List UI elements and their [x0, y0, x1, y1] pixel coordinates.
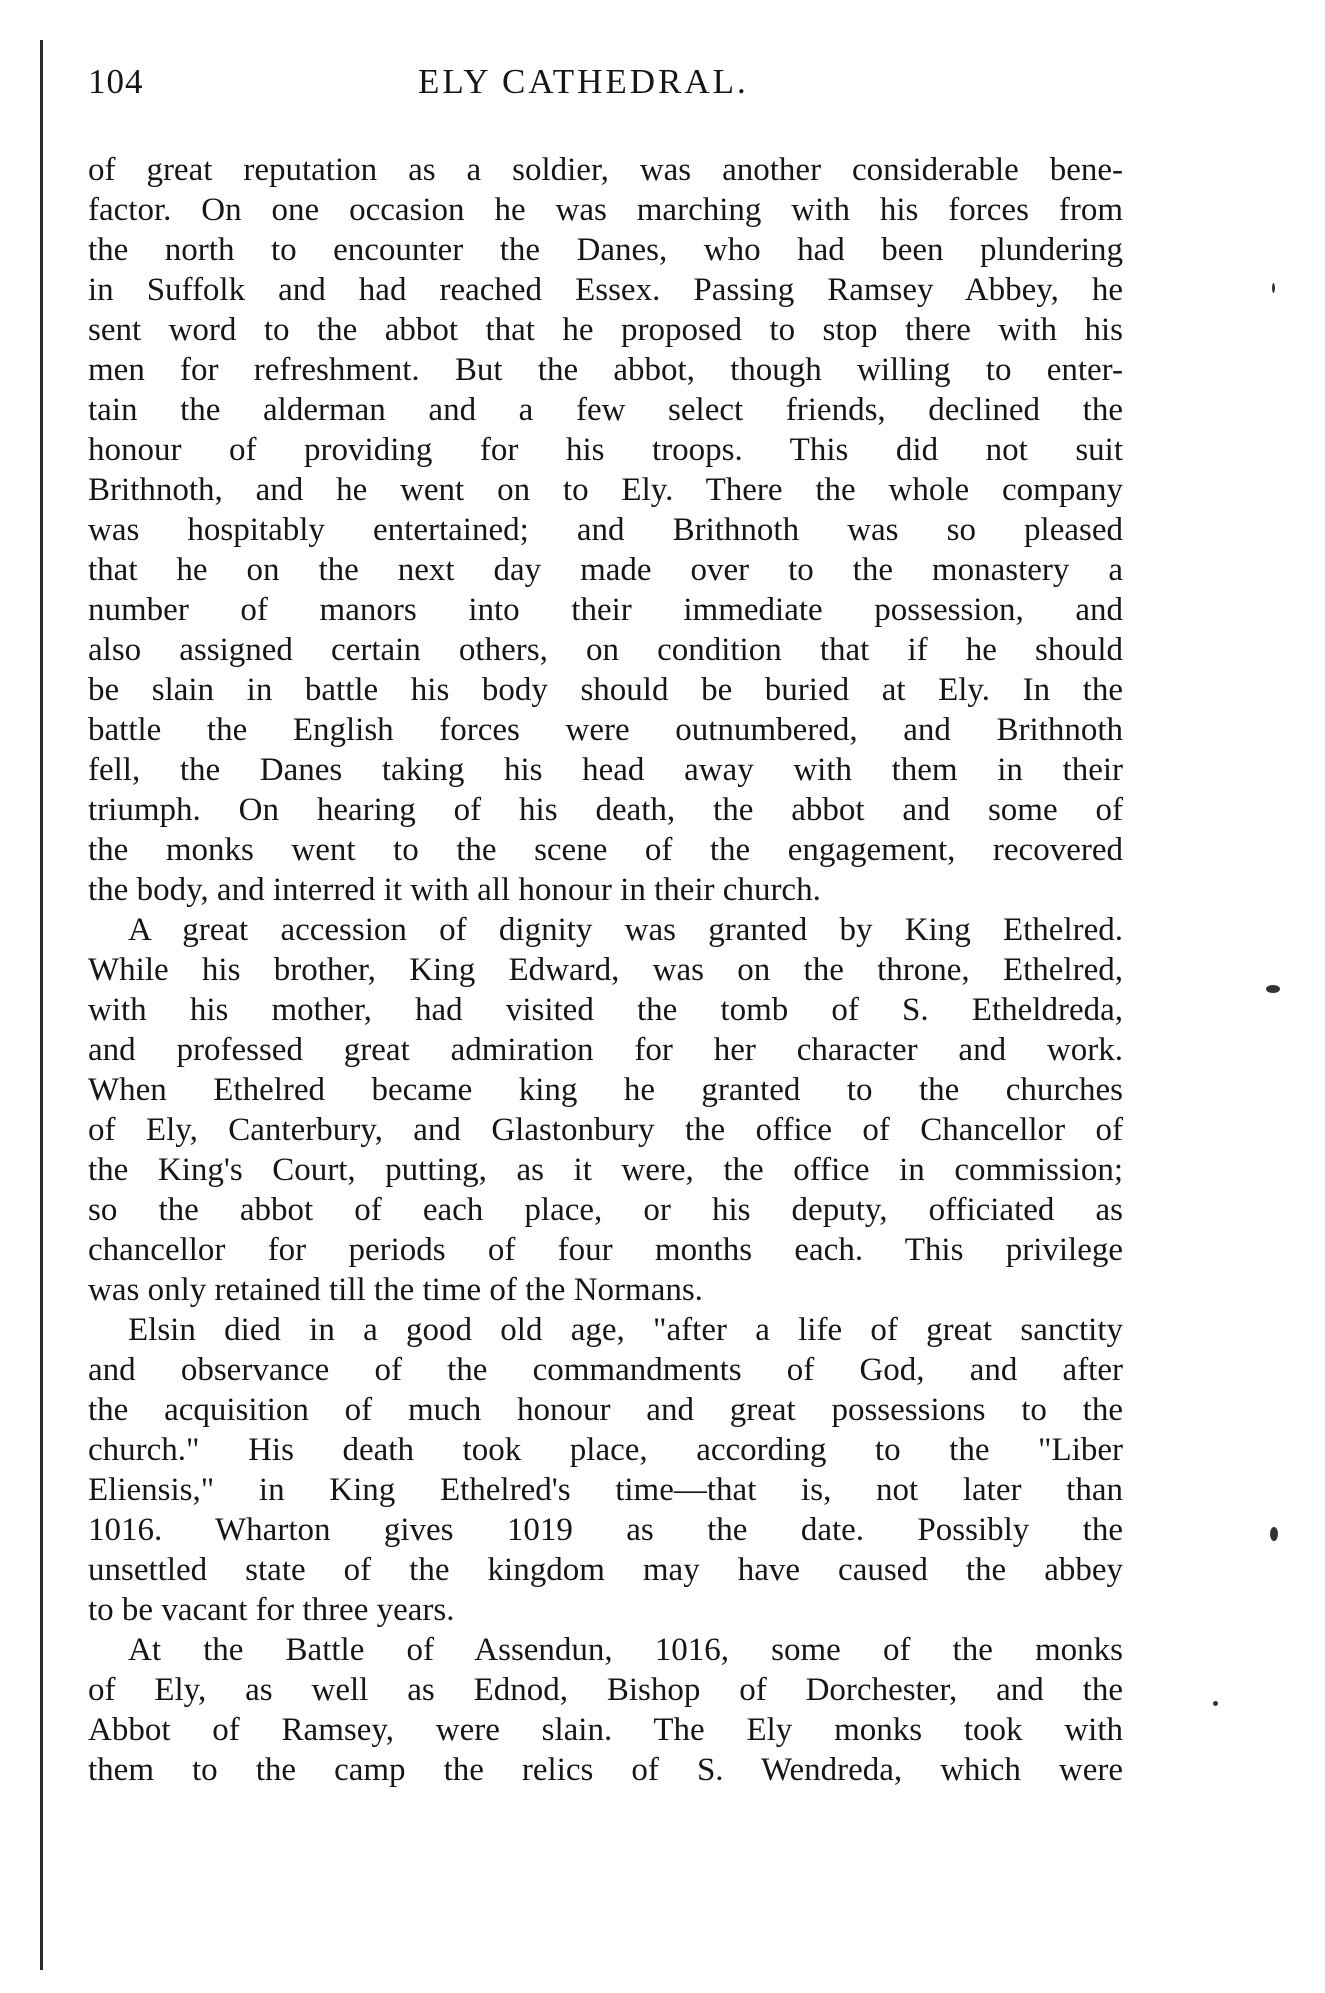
text-line: 1016. Wharton gives 1019 as the date. Possibly the	[88, 1512, 1123, 1548]
text-line: the acquisition of much honour and great possessions to the	[88, 1392, 1123, 1428]
paragraph-1	[88, 150, 1123, 910]
text-line: Elsin died in a good old age, "after a life of great sanctity	[128, 1312, 1123, 1348]
text-line: When Ethelred became king he granted to the churches	[88, 1072, 1123, 1108]
text-line: be slain in battle his body should be buried at Ely. In the	[88, 672, 1123, 708]
text-line: was hospitably entertained; and Brithnoth was so pleased	[88, 512, 1123, 548]
text-line: tain the alderman and a few select friends, declined the	[88, 392, 1123, 428]
scan-speck	[1213, 1701, 1218, 1706]
text-line: and professed great admiration for her character and work.	[88, 1032, 1123, 1068]
text-line: was only retained till the time of the Normans.	[88, 1272, 703, 1308]
paragraph-2	[88, 910, 1123, 1310]
text-line: A great accession of dignity was granted by King Ethelred.	[128, 912, 1123, 948]
text-line: the body, and interred it with all honour in their church.	[88, 872, 821, 908]
text-line: battle the English forces were outnumbered, and Brithnoth	[88, 712, 1123, 748]
text-line: factor. On one occasion he was marching with his forces from	[88, 192, 1123, 228]
page-spine-edge	[40, 40, 43, 1970]
text-line: men for refreshment. But the abbot, though willing to enter-	[88, 352, 1123, 388]
text-line: the King's Court, putting, as it were, the office in commission;	[88, 1152, 1123, 1188]
text-line: triumph. On hearing of his death, the abbot and some of	[88, 792, 1123, 828]
text-line: honour of providing for his troops. This did not suit	[88, 432, 1123, 468]
paragraph-3	[88, 1310, 1123, 1630]
text-line: of Ely, as well as Ednod, Bishop of Dorchester, and the	[88, 1672, 1123, 1708]
text-line: unsettled state of the kingdom may have caused the abbey	[88, 1552, 1123, 1588]
text-line: the north to encounter the Danes, who had been plundering	[88, 232, 1123, 268]
scan-speck	[1270, 1527, 1278, 1541]
text-line: number of manors into their immediate possession, and	[88, 592, 1123, 628]
text-line: sent word to the abbot that he proposed to stop there with his	[88, 312, 1123, 348]
text-line: that he on the next day made over to the monastery a	[88, 552, 1123, 588]
text-line: of great reputation as a soldier, was another considerable bene-	[88, 152, 1123, 188]
text-line: Brithnoth, and he went on to Ely. There the whole company	[88, 472, 1123, 508]
text-line: Eliensis," in King Ethelred's time—that is, not later than	[88, 1472, 1123, 1508]
text-line: of Ely, Canterbury, and Glastonbury the office of Chancellor of	[88, 1112, 1123, 1148]
running-title: ELY CATHEDRAL.	[418, 62, 749, 101]
text-line: in Suffolk and had reached Essex. Passing Ramsey Abbey, he	[88, 272, 1123, 308]
text-line: with his mother, had visited the tomb of S. Etheldreda,	[88, 992, 1123, 1028]
scan-speck	[1272, 283, 1275, 293]
page-header	[88, 62, 1128, 106]
text-line: so the abbot of each place, or his deputy, officiated as	[88, 1192, 1123, 1228]
text-line: and observance of the commandments of God, and after	[88, 1352, 1123, 1388]
paragraph-4	[88, 1630, 1123, 1790]
text-line: fell, the Danes taking his head away with them in their	[88, 752, 1123, 788]
text-line: them to the camp the relics of S. Wendreda, which were	[88, 1752, 1123, 1788]
text-line: While his brother, King Edward, was on the throne, Ethelred,	[88, 952, 1123, 988]
page-number: 104	[88, 62, 144, 101]
text-line: Abbot of Ramsey, were slain. The Ely monks took with	[88, 1712, 1123, 1748]
text-line: At the Battle of Assendun, 1016, some of the monks	[128, 1632, 1123, 1668]
text-line: to be vacant for three years.	[88, 1592, 455, 1628]
text-line: church." His death took place, according to the "Liber	[88, 1432, 1123, 1468]
body-text	[88, 150, 1123, 1790]
text-line: chancellor for periods of four months each. This privilege	[88, 1232, 1123, 1268]
scan-speck	[1266, 985, 1280, 993]
text-line: the monks went to the scene of the engagement, recovered	[88, 832, 1123, 868]
text-line: also assigned certain others, on condition that if he should	[88, 632, 1123, 668]
